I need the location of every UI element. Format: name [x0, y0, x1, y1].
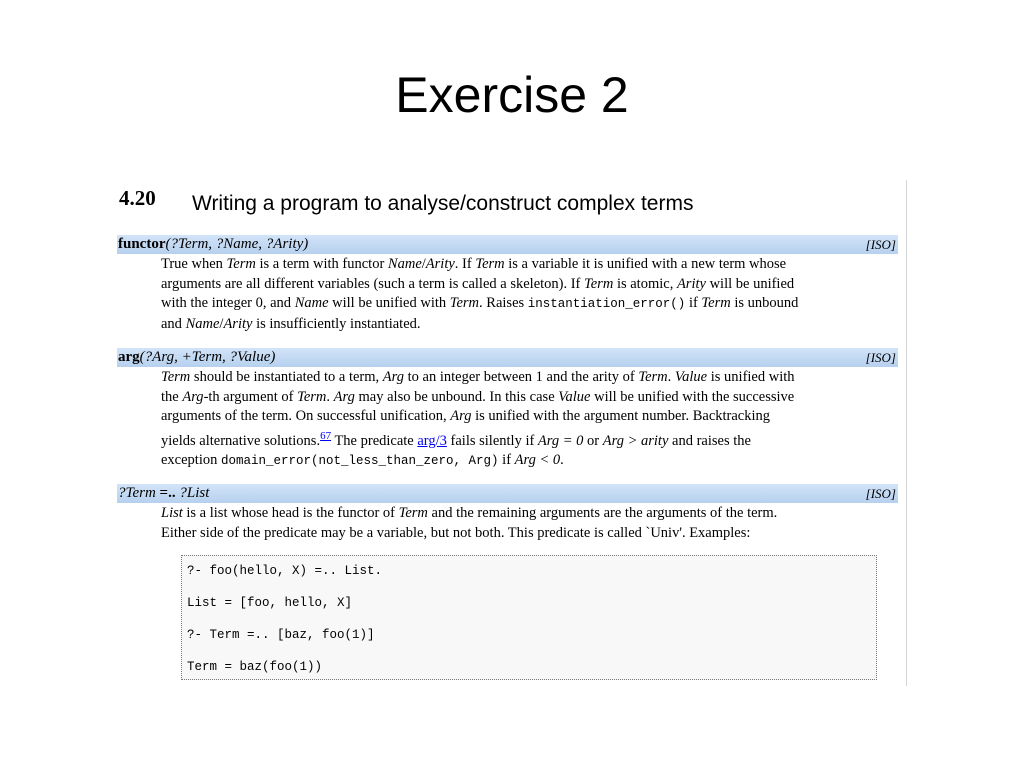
arg-name: arg [118, 349, 140, 365]
arg-header-bar [117, 348, 898, 367]
description-line: and Name/Arity is insufficiently instantiated. [161, 315, 421, 332]
functor-iso-tag: [ISO] [865, 237, 896, 252]
functor-description [161, 255, 901, 334]
code-line: ?- foo(hello, X) =.. List. [187, 564, 383, 578]
description-line: Either side of the predicate may be a variable, but not both. This predicate is called `Univ'. Examples: [161, 524, 751, 541]
code-line: List = [foo, hello, X] [187, 596, 353, 610]
description-line: True when Term is a term with functor Name/Arity. If Term is a variable it is unified with a new term whose [161, 256, 787, 272]
functor-signature [118, 235, 308, 254]
arg-args: (?Arg, +Term, ?Value) [139, 349, 276, 365]
univ-header-bar [117, 484, 898, 503]
section-number: 4.20 [119, 186, 156, 210]
slide-title: Exercise 2 [395, 67, 629, 123]
description-line: arguments are all different variables (such a term is called a skeleton). If Term is atomic, Arity will be unified [161, 275, 795, 292]
description-line: List is a list whose head is the functor of Term and the remaining arguments are the arguments of the term. [161, 505, 778, 521]
univ-description [161, 504, 901, 543]
code-line: ?- Term =.. [baz, foo(1)] [187, 628, 375, 642]
description-line: the Arg-th argument of Term. Arg may also be unbound. In this case Value will be unified with the successive [161, 388, 795, 405]
univ-signature [118, 484, 209, 503]
functor-header-bar [117, 235, 898, 254]
functor-args: (?Term, ?Name, ?Arity) [165, 236, 309, 252]
manual-excerpt [117, 180, 907, 688]
description-line: Term should be instantiated to a term, Arg to an integer between 1 and the arity of Term. Value is unified with [161, 369, 795, 385]
description-line: with the integer 0, and Name will be unified with Term. Raises instantiation_error() if Term is unbound [161, 295, 799, 312]
predicate-link[interactable]: arg/3 [417, 432, 447, 449]
univ-right: ?List [175, 485, 210, 501]
arg-signature [118, 348, 275, 367]
description-line: arguments of the term. On successful unification, Arg is unified with the argument number. Backtracking [161, 408, 771, 425]
functor-name: functor [118, 236, 166, 252]
section-subtitle: Writing a program to analyse/construct complex terms [192, 192, 694, 215]
univ-left: ?Term [118, 485, 156, 501]
univ-operator: =.. [155, 485, 176, 501]
page-edge-divider [906, 180, 907, 686]
arg-description [161, 368, 901, 472]
description-line: yields alternative solutions.$^{67}$ The predicate arg/3 fails silently if Arg = 0 or Arg > arity and raises the [161, 429, 751, 449]
footnote-link[interactable]: 67 [320, 429, 332, 442]
univ-iso-tag: [ISO] [865, 486, 896, 501]
arg-iso-tag: [ISO] [865, 350, 896, 365]
code-example-box [181, 555, 877, 680]
code-line: Term = baz(foo(1)) [187, 660, 323, 674]
description-line: exception domain_error(not_less_than_zero, Arg) if Arg < 0. [161, 452, 564, 469]
